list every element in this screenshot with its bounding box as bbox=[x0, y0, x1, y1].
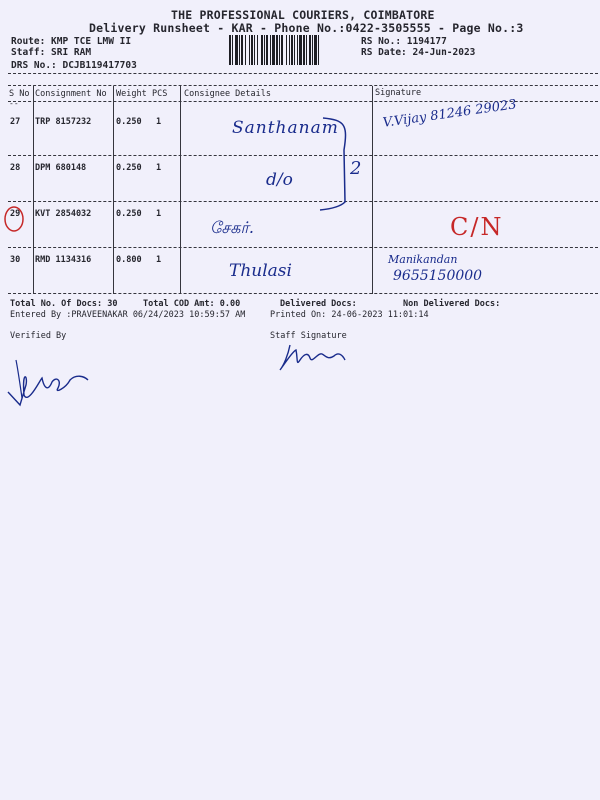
barcode-bar bbox=[291, 35, 293, 65]
staff-signature-label: Staff Signature bbox=[270, 331, 347, 341]
barcode-bar bbox=[289, 35, 290, 65]
entered-by: Entered By :PRAVEENAKAR 06/24/2023 10:59:57 AM bbox=[10, 310, 246, 320]
table-row-weight: 0.250 bbox=[116, 117, 142, 127]
table-row-pcs: 1 bbox=[156, 255, 162, 265]
handwritten-manikandan: Manikandan bbox=[388, 253, 458, 266]
col-line bbox=[372, 86, 373, 294]
barcode-bar bbox=[312, 35, 313, 65]
table-row-sno: 28 bbox=[10, 163, 21, 173]
delivered-docs: Delivered Docs: bbox=[280, 299, 357, 309]
col-sno: S No bbox=[9, 89, 30, 99]
drs-number: DRS No.: DCJB119417703 bbox=[11, 60, 137, 71]
col-line bbox=[33, 86, 34, 294]
table-row-weight: 0.250 bbox=[116, 163, 142, 173]
handwritten-tamil-name: சேகர். bbox=[210, 218, 254, 237]
handwritten-phone: 9655150000 bbox=[393, 268, 483, 284]
table-row-sno: 27 bbox=[10, 117, 21, 127]
barcode-bar bbox=[303, 35, 305, 65]
barcode-bar bbox=[257, 35, 258, 65]
barcode-bar bbox=[299, 35, 302, 65]
col-consignee: Consignee Details bbox=[184, 89, 271, 99]
barcode-bar bbox=[294, 35, 295, 65]
table-row-weight: 0.800 bbox=[116, 255, 142, 265]
col-line bbox=[113, 86, 114, 294]
header-divider bbox=[8, 73, 598, 74]
table-row-consignment: DPM 680148 bbox=[35, 163, 87, 173]
table-row-consignment: RMD 1134316 bbox=[35, 255, 92, 265]
barcode bbox=[229, 35, 353, 65]
staff: Staff: SRI RAM bbox=[11, 47, 92, 58]
barcode-bar bbox=[297, 35, 298, 65]
barcode-bar bbox=[235, 35, 238, 65]
dash-mark: -- bbox=[9, 99, 19, 108]
col-consignment: Consignment No bbox=[35, 89, 107, 99]
table-row-pcs: 1 bbox=[156, 117, 162, 127]
handwritten-santhanam: Santhanam bbox=[232, 118, 339, 138]
handwritten-do: d/o bbox=[266, 170, 293, 190]
barcode-bar bbox=[279, 35, 280, 65]
barcode-bar bbox=[266, 35, 268, 65]
handwritten-cn: C/N bbox=[450, 213, 504, 241]
route: Route: KMP TCE LMW II bbox=[11, 36, 132, 47]
rs-date: RS Date: 24-Jun-2023 bbox=[361, 47, 476, 58]
table-row-sno: 30 bbox=[10, 255, 21, 265]
handwritten-two: 2 bbox=[350, 158, 362, 179]
total-docs: Total No. Of Docs: 30 bbox=[10, 299, 118, 309]
barcode-bar bbox=[272, 35, 275, 65]
table-row-weight: 0.250 bbox=[116, 209, 142, 219]
total-cod: Total COD Amt: 0.00 bbox=[143, 299, 241, 309]
barcode-bar bbox=[281, 35, 283, 65]
staff-signature-image bbox=[0, 0, 1, 1]
non-delivered-docs: Non Delivered Docs: bbox=[403, 299, 501, 309]
col-weight: Weight bbox=[116, 89, 147, 99]
barcode-bar bbox=[241, 35, 243, 65]
printed-on: Printed On: 24-06-2023 11:01:14 bbox=[270, 310, 429, 320]
col-signature: Signature bbox=[375, 88, 422, 98]
barcode-bar bbox=[245, 35, 246, 65]
barcode-bar bbox=[314, 35, 317, 65]
barcode-bar bbox=[276, 35, 278, 65]
col-pcs: PCS bbox=[152, 89, 168, 99]
barcode-bar bbox=[239, 35, 240, 65]
table-row-sno: 29 bbox=[10, 209, 21, 219]
table-row-pcs: 1 bbox=[156, 209, 162, 219]
table-row-consignment: TRP 8157232 bbox=[35, 117, 92, 127]
runsheet-title: Delivery Runsheet - KAR - Phone No.:0422-3505555 - Page No.:3 bbox=[89, 21, 524, 35]
barcode-bar bbox=[251, 35, 253, 65]
table-row-consignment: KVT 2854032 bbox=[35, 209, 92, 219]
row-divider bbox=[8, 247, 598, 248]
row-divider bbox=[8, 201, 598, 202]
company-title: THE PROFESSIONAL COURIERS, COIMBATORE bbox=[171, 8, 435, 22]
barcode-bar bbox=[232, 35, 233, 65]
barcode-bar bbox=[306, 35, 307, 65]
row-divider bbox=[8, 155, 598, 156]
table-bottom bbox=[8, 293, 598, 294]
col-line bbox=[180, 86, 181, 294]
barcode-bar bbox=[286, 35, 287, 65]
barcode-bar bbox=[229, 35, 231, 65]
barcode-bar bbox=[254, 35, 255, 65]
header-divider-2 bbox=[8, 85, 598, 86]
barcode-bar bbox=[318, 35, 319, 65]
barcode-bar bbox=[264, 35, 265, 65]
handwritten-thulasi: Thulasi bbox=[229, 261, 292, 281]
barcode-bar bbox=[249, 35, 250, 65]
barcode-bar bbox=[261, 35, 263, 65]
rs-number: RS No.: 1194177 bbox=[361, 36, 447, 47]
verified-by-label: Verified By bbox=[10, 331, 67, 341]
table-row-pcs: 1 bbox=[156, 163, 162, 173]
barcode-bar bbox=[270, 35, 271, 65]
signature-row-27: V.Vijay 81246 29023 bbox=[382, 97, 518, 131]
barcode-bar bbox=[309, 35, 311, 65]
